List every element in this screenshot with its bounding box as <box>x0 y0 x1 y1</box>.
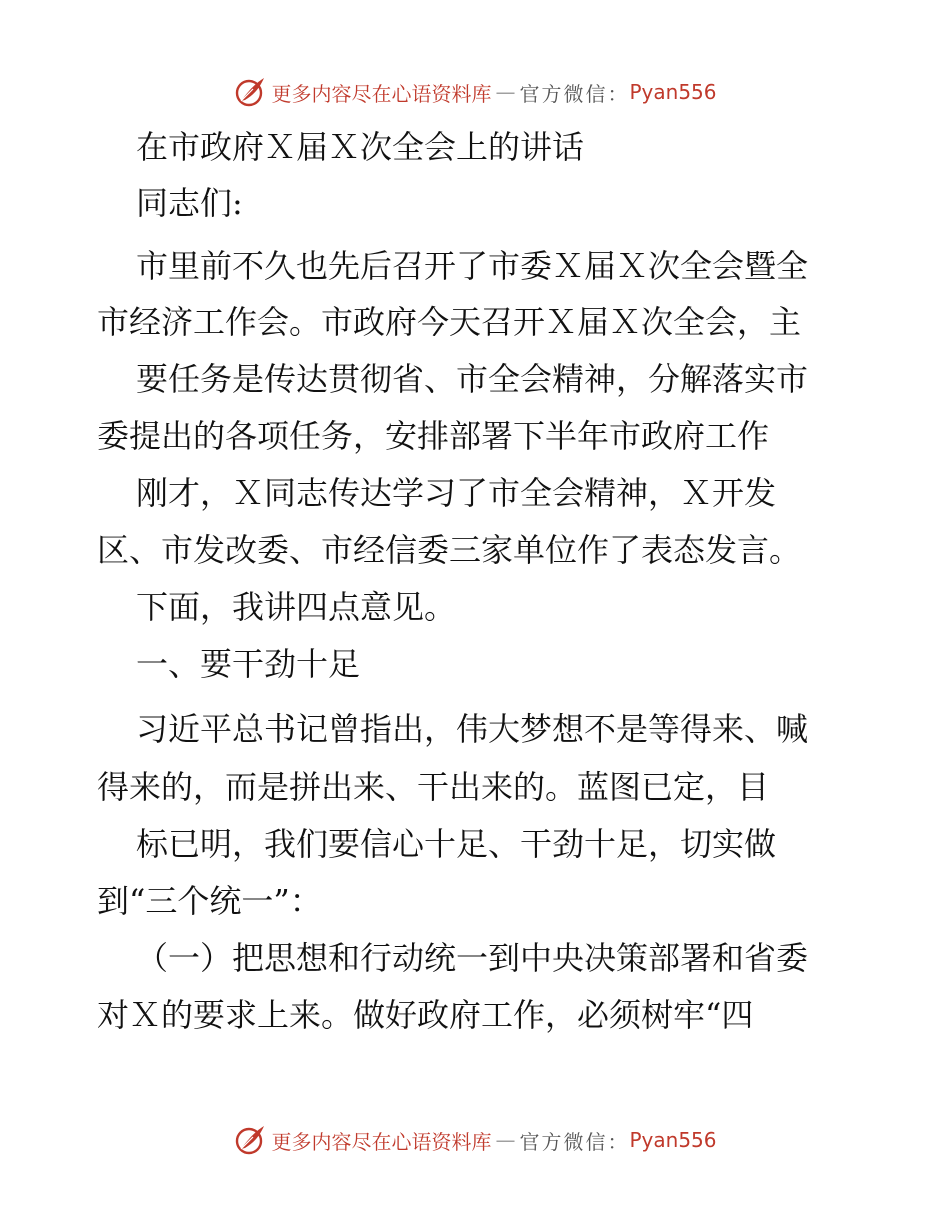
feather-quill-icon <box>233 75 267 109</box>
paragraph-line: 委提出的各项任务，安排部署下半年市政府工作 <box>97 417 770 455</box>
paragraph-line: 刚才，Ｘ同志传达学习了市全会精神，Ｘ开发 <box>136 474 777 512</box>
section-heading: 一、要干劲十足 <box>136 645 361 683</box>
paragraph-line: 下面，我讲四点意见。 <box>136 588 457 626</box>
paragraph-line: 要任务是传达贯彻省、市全会精神，分解落实市 <box>136 360 809 398</box>
watermark-wechat-id: Pyan556 <box>629 80 717 104</box>
watermark-main-text: 更多内容尽在心语资料库 <box>271 1129 492 1154</box>
paragraph-line: 市经济工作会。市政府今天召开Ｘ届Ｘ次全会，主 <box>97 303 802 341</box>
paragraph-line: 对Ｘ的要求上来。做好政府工作，必须树牢“四 <box>97 996 754 1034</box>
paragraph-line: 得来的，而是拼出来、干出来的。蓝图已定，目 <box>97 768 770 806</box>
watermark-main-text: 更多内容尽在心语资料库 <box>271 81 492 106</box>
watermark-separator: — <box>495 80 516 104</box>
salutation: 同志们: <box>136 184 243 222</box>
watermark-official-label: 官方微信： <box>519 1129 630 1154</box>
watermark-banner-bottom <box>0 1120 950 1160</box>
watermark-banner-top <box>0 72 950 112</box>
watermark-wechat-id: Pyan556 <box>629 1128 717 1152</box>
paragraph-line: 市里前不久也先后召开了市委Ｘ届Ｘ次全会暨全 <box>136 247 809 285</box>
paragraph-line: 到“三个统一”： <box>97 882 322 920</box>
feather-quill-icon <box>233 1123 267 1157</box>
watermark-separator: — <box>495 1128 516 1152</box>
paragraph-line: 标已明，我们要信心十足、干劲十足，切实做 <box>136 825 777 863</box>
paragraph-line: 习近平总书记曾指出，伟大梦想不是等得来、喊 <box>136 710 809 748</box>
watermark-official-label: 官方微信： <box>519 81 630 106</box>
paragraph-line: 区、市发改委、市经信委三家单位作了表态发言。 <box>97 531 802 569</box>
subsection-line: （一）把思想和行动统一到中央决策部署和省委 <box>136 939 809 977</box>
document-title: 在市政府Ｘ届Ｘ次全会上的讲话 <box>136 128 585 166</box>
